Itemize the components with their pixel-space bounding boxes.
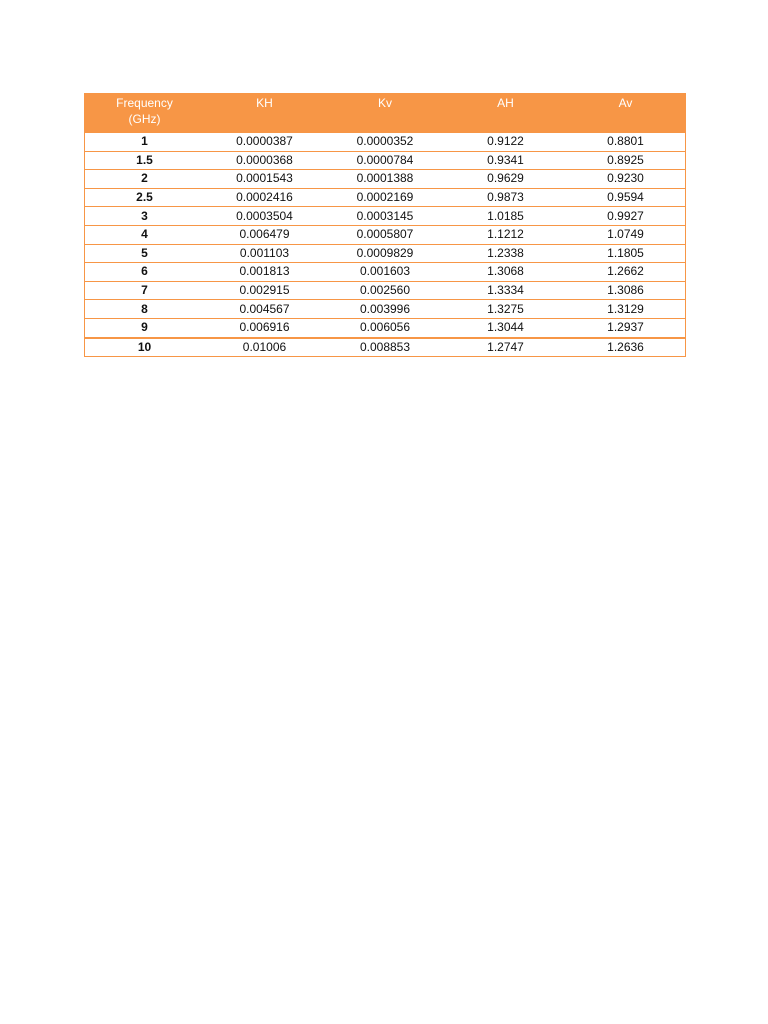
cell-ah: 0.9629 (446, 170, 566, 189)
cell-kv: 0.0001388 (325, 170, 446, 189)
cell-kh: 0.0002416 (205, 188, 325, 207)
header-frequency (85, 94, 205, 133)
table-row (85, 133, 686, 152)
cell-av: 1.0749 (566, 225, 686, 244)
table-row (85, 263, 686, 282)
cell-kv: 0.0000784 (325, 151, 446, 170)
cell-kv: 0.001603 (325, 263, 446, 282)
cell-frequency: 4 (85, 225, 205, 244)
cell-av: 1.2662 (566, 263, 686, 282)
table-row (85, 207, 686, 226)
cell-av: 0.8925 (566, 151, 686, 170)
cell-kh: 0.002915 (205, 281, 325, 300)
cell-frequency: 1 (85, 133, 205, 152)
data-table-container (84, 93, 685, 357)
cell-kh: 0.001103 (205, 244, 325, 263)
cell-frequency: 3 (85, 207, 205, 226)
cell-ah: 0.9341 (446, 151, 566, 170)
cell-av: 0.9594 (566, 188, 686, 207)
cell-av: 0.9230 (566, 170, 686, 189)
cell-ah: 1.3275 (446, 300, 566, 319)
table-body (85, 133, 686, 357)
cell-av: 0.9927 (566, 207, 686, 226)
header-ah (446, 94, 566, 133)
table-row (85, 338, 686, 357)
header-ah-label: AH (497, 96, 514, 110)
table-row (85, 170, 686, 189)
cell-kh: 0.001813 (205, 263, 325, 282)
cell-kv: 0.008853 (325, 338, 446, 357)
header-frequency-line-1: Frequency (116, 96, 173, 110)
cell-kh: 0.0001543 (205, 170, 325, 189)
cell-frequency: 9 (85, 318, 205, 337)
cell-av: 1.3086 (566, 281, 686, 300)
header-av-label: Av (618, 96, 633, 110)
cell-ah: 0.9122 (446, 133, 566, 152)
cell-av: 1.2937 (566, 318, 686, 337)
cell-kv: 0.0005807 (325, 225, 446, 244)
cell-av: 1.1805 (566, 244, 686, 263)
header-frequency-line-2: (GHz) (128, 112, 161, 126)
header-kh (205, 94, 325, 133)
table-row (85, 300, 686, 319)
table-row (85, 188, 686, 207)
cell-av: 1.2636 (566, 338, 686, 357)
cell-kh: 0.0000387 (205, 133, 325, 152)
table-row (85, 318, 686, 337)
header-av (566, 94, 686, 133)
cell-frequency: 5 (85, 244, 205, 263)
cell-ah: 1.0185 (446, 207, 566, 226)
header-kh-label: KH (256, 96, 273, 110)
cell-frequency: 7 (85, 281, 205, 300)
attenuation-coefficients-table (84, 93, 686, 357)
header-kv-label: Kv (377, 96, 392, 110)
table-row (85, 151, 686, 170)
header-kv (325, 94, 446, 133)
cell-av: 0.8801 (566, 133, 686, 152)
cell-kv: 0.0009829 (325, 244, 446, 263)
header-row (85, 94, 686, 133)
cell-kh: 0.004567 (205, 300, 325, 319)
cell-ah: 1.3334 (446, 281, 566, 300)
cell-ah: 1.1212 (446, 225, 566, 244)
cell-kv: 0.0002169 (325, 188, 446, 207)
cell-kv: 0.003996 (325, 300, 446, 319)
cell-ah: 1.3068 (446, 263, 566, 282)
table-row (85, 281, 686, 300)
cell-ah: 1.3044 (446, 318, 566, 337)
cell-frequency: 6 (85, 263, 205, 282)
table-header (85, 94, 686, 133)
cell-kh: 0.01006 (205, 338, 325, 357)
cell-frequency: 1.5 (85, 151, 205, 170)
cell-frequency: 2 (85, 170, 205, 189)
cell-frequency: 2.5 (85, 188, 205, 207)
cell-frequency: 10 (85, 338, 205, 357)
cell-frequency: 8 (85, 300, 205, 319)
table-row (85, 244, 686, 263)
cell-ah: 0.9873 (446, 188, 566, 207)
cell-ah: 1.2747 (446, 338, 566, 357)
cell-kh: 0.006916 (205, 318, 325, 337)
cell-kh: 0.0003504 (205, 207, 325, 226)
cell-kv: 0.0003145 (325, 207, 446, 226)
cell-kv: 0.002560 (325, 281, 446, 300)
cell-kv: 0.006056 (325, 318, 446, 337)
cell-av: 1.3129 (566, 300, 686, 319)
cell-kh: 0.0000368 (205, 151, 325, 170)
table-row (85, 225, 686, 244)
cell-kh: 0.006479 (205, 225, 325, 244)
cell-kv: 0.0000352 (325, 133, 446, 152)
cell-ah: 1.2338 (446, 244, 566, 263)
